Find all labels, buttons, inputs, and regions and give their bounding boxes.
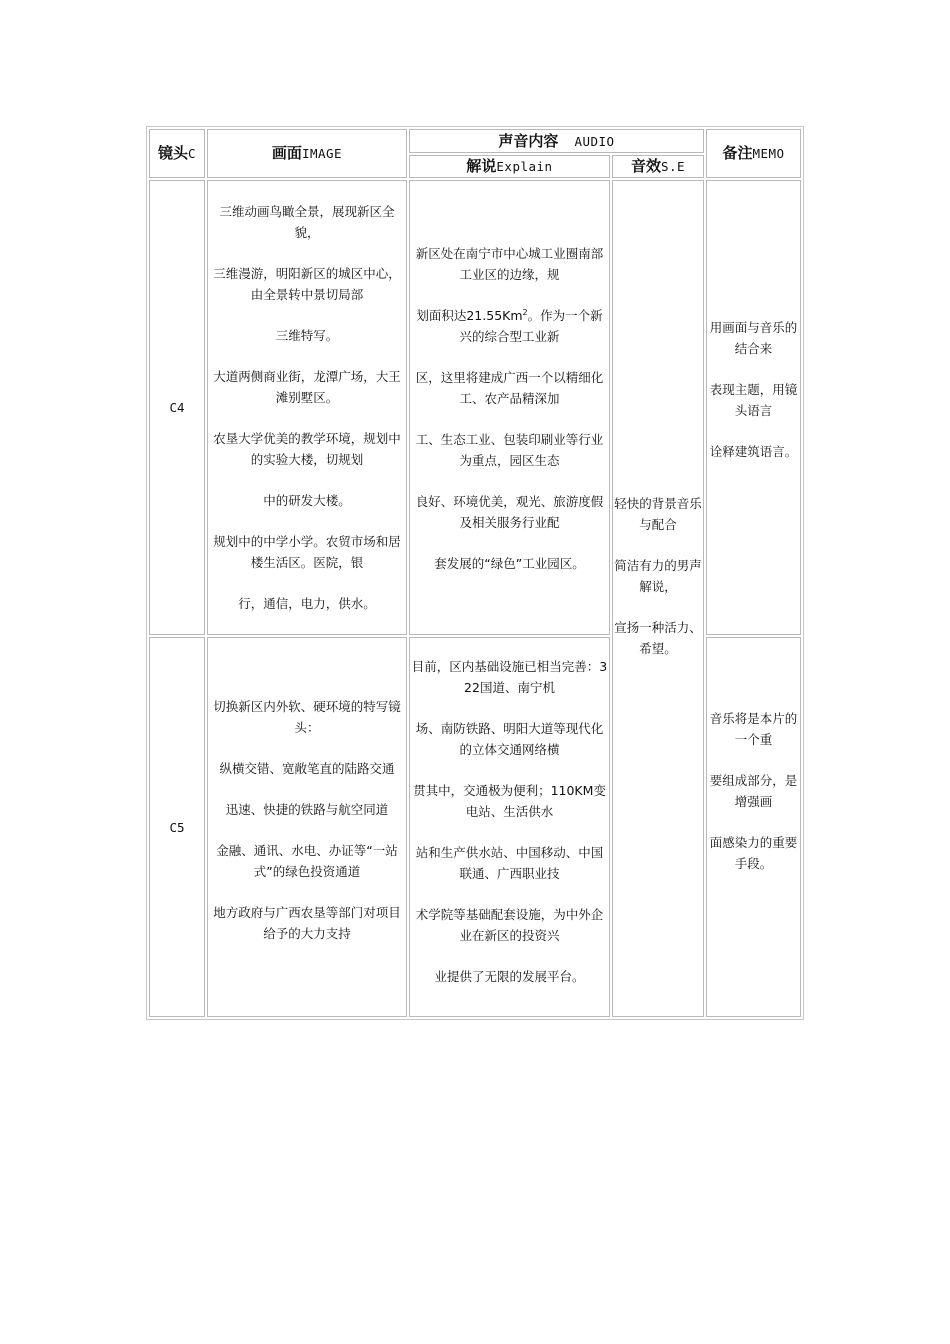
se-line: 宣扬一种活力、希望。	[614, 620, 702, 656]
image-line: 三维特写。	[275, 328, 339, 343]
explain-area-text: 划面积达21.55Km	[416, 308, 523, 323]
memo-line: 面感染力的重要手段。	[709, 835, 798, 871]
memo-cell	[706, 180, 801, 635]
image-line: 行，通信，电力，供水。	[238, 596, 376, 611]
header-memo-zh: 备注	[722, 144, 753, 162]
header-memo	[706, 129, 801, 178]
header-se-zh: 音效	[630, 157, 661, 175]
header-explain-en: Explain	[496, 159, 553, 174]
header-shot-en: C	[187, 146, 197, 161]
header-memo-en: MEMO	[752, 146, 785, 161]
memo-line: 要组成部分，是增强画	[709, 773, 798, 809]
image-line: 金融、通讯、水电、办证等“一站式”的绿色投资通道	[216, 843, 398, 879]
memo-line: 用画面与音乐的结合来	[709, 320, 798, 356]
header-explain	[409, 155, 610, 178]
explain-line: 贯其中，交通极为便利；110KM变电站、生活供水	[413, 783, 606, 819]
image-line: 纵横交错、宽敞笔直的陆路交通	[219, 761, 395, 776]
image-line: 切换新区内外软、硬环境的特写镜头：	[213, 699, 401, 735]
header-se-en: S.E	[660, 159, 686, 174]
explain-line: 术学院等基础配套设施，为中外企业在新区的投资兴	[415, 907, 604, 943]
explain-line: 区，这里将建成广西一个以精细化工、农产品精深加	[415, 370, 604, 406]
superscript: 2	[522, 307, 528, 317]
explain-line: 业提供了无限的发展平台。	[434, 969, 585, 984]
explain-line: 目前，区内基础设施已相当完善：322国道、南宁机	[411, 659, 608, 695]
image-line: 三维动画鸟瞰全景，展现新区全貌，	[219, 204, 395, 240]
header-audio-zh: 声音内容	[498, 131, 559, 150]
table-row-c4	[149, 180, 801, 635]
explain-cell	[409, 180, 610, 635]
explain-line-area	[411, 305, 608, 347]
header-image	[207, 129, 407, 178]
explain-line: 套发展的“绿色”工业园区。	[434, 556, 585, 571]
header-image-zh: 画面	[271, 144, 302, 162]
image-line: 地方政府与广西农垦等部门对项目给予的大力支持	[213, 905, 401, 941]
header-audio	[409, 129, 704, 153]
image-line: 农垦大学优美的教学环境，规划中的实验大楼，切规划	[213, 431, 401, 467]
header-explain-zh: 解说	[466, 157, 497, 175]
memo-line: 音乐将是本片的一个重	[709, 711, 798, 747]
image-line: 大道两侧商业街，龙潭广场，大王滩别墅区。	[213, 369, 401, 405]
memo-line: 诠释建筑语言。	[709, 444, 798, 459]
se-line: 简洁有力的男声解说，	[614, 558, 702, 594]
memo-cell	[706, 637, 801, 1017]
header-audio-en: AUDIO	[574, 133, 615, 149]
image-cell	[207, 637, 407, 1017]
explain-line: 良好、环境优美，观光、旅游度假及相关服务行业配	[415, 494, 604, 530]
se-line: 轻快的背景音乐与配合	[614, 496, 702, 532]
explain-line: 站和生产供水站、中国移动、中国联通、广西职业技	[415, 845, 604, 881]
image-line: 三维漫游，明阳新区的城区中心，由全景转中景切局部	[213, 266, 401, 302]
explain-line: 场、南防铁路、明阳大道等现代化的立体交通网络横	[415, 721, 604, 757]
image-line: 中的研发大楼。	[263, 493, 351, 508]
shot-cell: C4	[149, 180, 205, 635]
header-image-en: IMAGE	[301, 146, 343, 161]
header-shot	[149, 129, 205, 178]
header-shot-zh: 镜头	[157, 144, 188, 162]
shot-cell: C5	[149, 637, 205, 1017]
header-se	[612, 155, 704, 178]
memo-line: 表现主题，用镜头语言	[709, 382, 798, 418]
image-cell	[207, 180, 407, 635]
explain-area-text-b: 。作为一个新兴的综合型工业新	[459, 308, 603, 344]
image-line: 迅速、快捷的铁路与航空同道	[225, 802, 389, 817]
explain-line: 新区处在南宁市中心城工业圈南部工业区的边缘，规	[415, 246, 604, 282]
sound-effect-cell	[612, 180, 704, 1017]
explain-cell	[409, 637, 610, 1017]
image-line: 规划中的中学小学。农贸市场和居楼生活区。医院，银	[213, 534, 401, 570]
explain-line: 工、生态工业、包装印刷业等行业为重点，园区生态	[415, 432, 604, 468]
shooting-script-table	[146, 126, 804, 1020]
